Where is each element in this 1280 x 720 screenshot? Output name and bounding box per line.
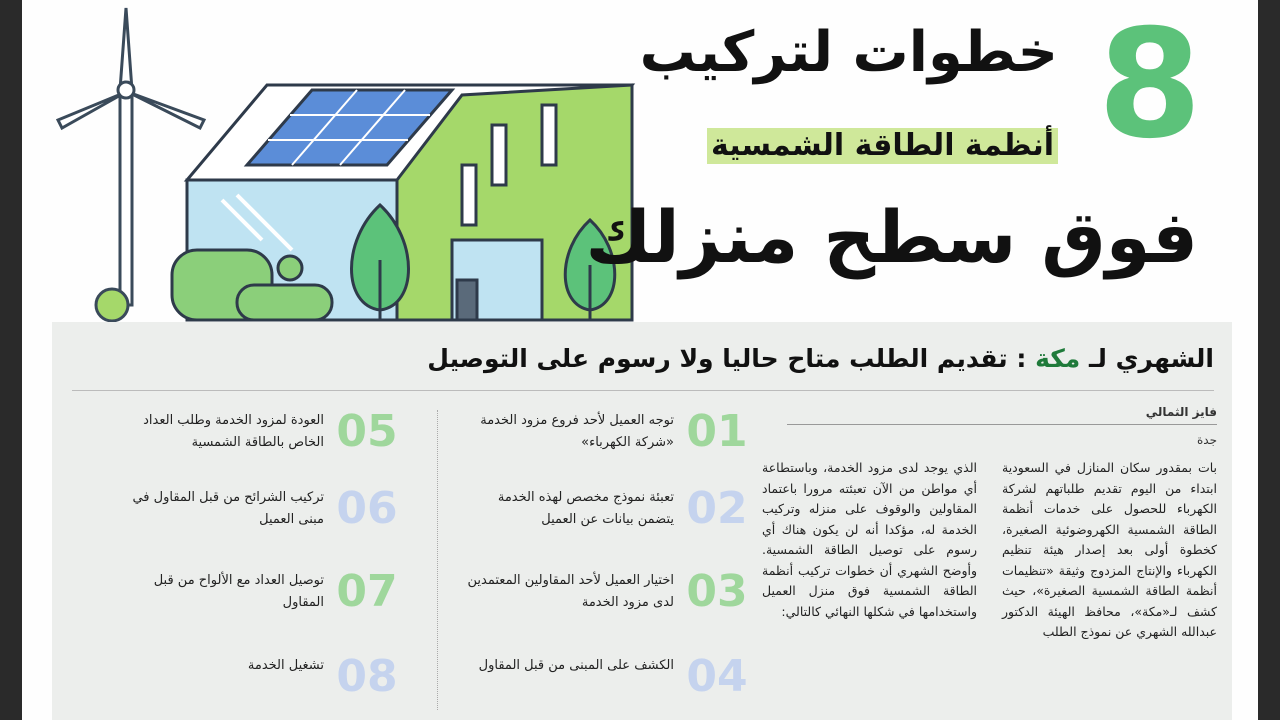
step-text: اختيار العميل لأحد المقاولين المعتمدين لدى مزود الخدمة: [467, 573, 674, 610]
step-item: [459, 566, 752, 617]
step-number: 02: [686, 483, 748, 534]
right-frame-edge: [1258, 0, 1280, 720]
step-item: [459, 406, 752, 457]
headline-line-2: أنظمة الطاقة الشمسية: [707, 128, 1058, 164]
step-text: توجه العميل لأحد فروع مزود الخدمة «شركة الكهرباء»: [480, 413, 674, 450]
step-number: 05: [336, 406, 398, 457]
step-text: الكشف على المبنى من قبل المقاول: [478, 658, 674, 673]
step-text: توصيل العداد مع الألواح من قبل المقاول: [153, 573, 324, 610]
step-item: [109, 566, 402, 617]
step-item: [459, 651, 752, 702]
article-body: [762, 402, 1217, 720]
byline-author: فايز الثمالي: [1145, 405, 1217, 419]
step-text: تشغيل الخدمة: [247, 658, 324, 673]
step-item: [109, 651, 402, 702]
step-number: 03: [686, 566, 748, 617]
left-frame-edge: [0, 0, 22, 720]
article-column-2: الذي يوجد لدى مزود الخدمة، وباستطاعة أي مواطن من الآن تعبئته مرورا باعتماد المقاولين والوقوف على منزله وتركيب الخدمة له، مؤكدا أنه لن يكون هناك أي رسوم على توصيل الطاقة الشمسية. وأوضح الشهري أن خطوات تركيب أنظمة الطاقة الشمسية فوق منزل العميل واستخدامها في شكلها النهائي كالتالي:: [762, 460, 977, 619]
step-number: 04: [686, 651, 748, 702]
step-item: [109, 406, 402, 457]
step-number: 01: [686, 406, 748, 457]
subheadline: [427, 344, 1214, 373]
solar-house-illustration: [22, 0, 662, 325]
step-text: العودة لمزود الخدمة وطلب العداد الخاص بالطاقة الشمسية: [143, 413, 324, 450]
newspaper-page: [22, 0, 1258, 720]
step-item: [459, 483, 752, 534]
headline-number: 8: [1097, 0, 1202, 172]
step-text: تركيب الشرائح من قبل المقاول في مبنى العميل: [132, 490, 324, 527]
subheadline-prefix: الشهري لـ: [1089, 344, 1214, 373]
divider: [72, 390, 1214, 391]
headline-line-1: خطوات لتركيب: [639, 20, 1058, 85]
hero-illustration: [22, 0, 1258, 325]
article-column-1: بات بمقدور سكان المنازل في السعودية ابتداء من اليوم تقديم طلباتهم لشركة الكهرباء للحصول على خدمات أنظمة الطاقة الشمسية الكهروضوئية الصغيرة، كخطوة أولى بعد إصدار هيئة تنظيم الكهرباء والإنتاج المزدوج وثيقة «تنظيمات أنظمة الطاقة الشمسية الصغيرة»، حيث كشف لـ«مكة»، محافظ الهيئة الدكتور عبدالله الشهري عن نموذج الطلب: [1002, 460, 1217, 639]
article-panel: [52, 322, 1232, 720]
step-text: تعبئة نموذج مخصص لهذه الخدمة يتضمن بيانات عن العميل: [497, 490, 674, 527]
byline-city: جدة: [1196, 433, 1217, 447]
step-number: 06: [336, 483, 398, 534]
headline-line-3: فوق سطح منزلك: [585, 195, 1198, 279]
step-number: 08: [336, 651, 398, 702]
subheadline-brand: مكة: [1035, 344, 1081, 373]
step-item: [109, 483, 402, 534]
steps-divider: [437, 410, 438, 710]
byline-divider: [787, 424, 1217, 425]
step-number: 07: [336, 566, 398, 617]
subheadline-text: : تقديم الطلب متاح حاليا ولا رسوم على التوصيل: [427, 344, 1027, 373]
